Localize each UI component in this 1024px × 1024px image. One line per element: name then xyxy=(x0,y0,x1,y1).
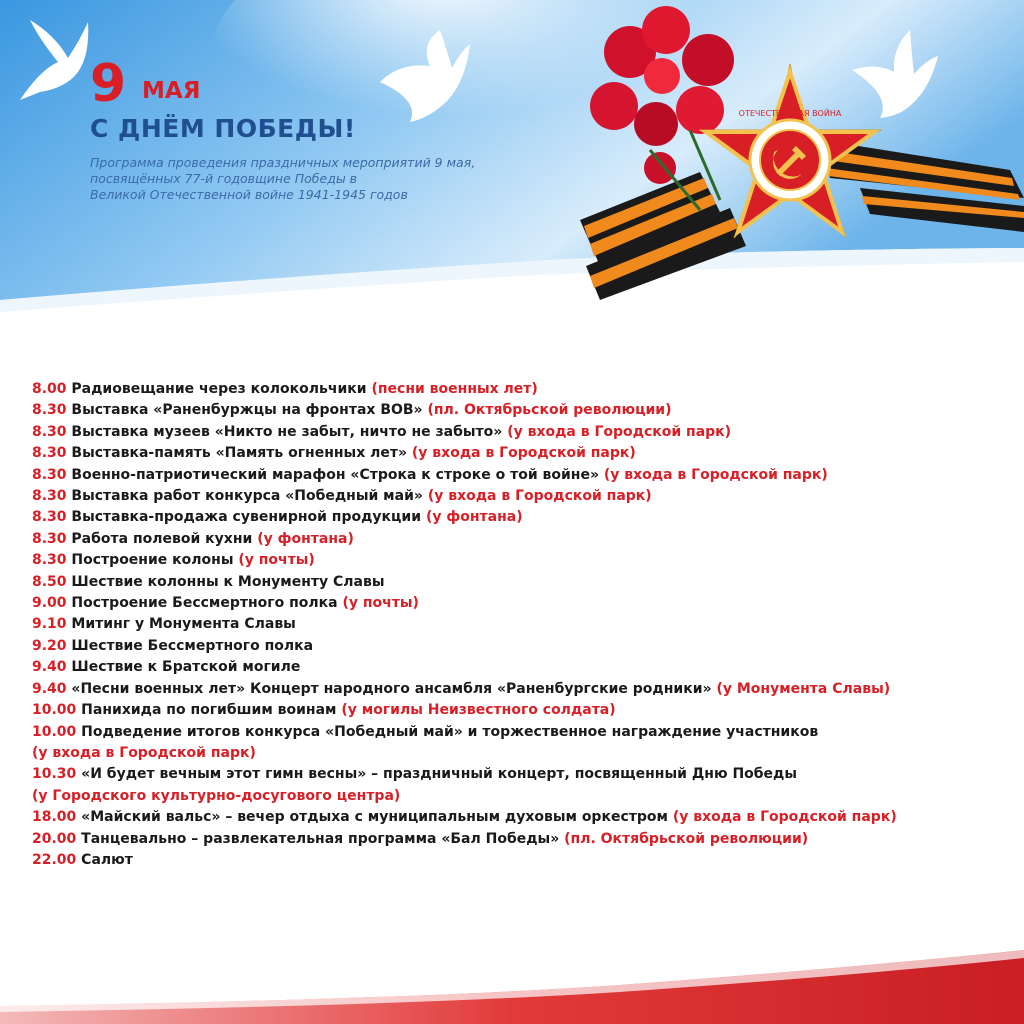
schedule-item xyxy=(32,700,1012,721)
schedule-item xyxy=(32,614,1012,635)
schedule-item xyxy=(32,679,1012,700)
subtitle xyxy=(90,155,550,203)
event-description: Построение колоны xyxy=(71,552,234,569)
event-description: Шествие к Братской могиле xyxy=(71,659,301,676)
subtitle-line: Великой Отечественной войне 1941-1945 годов xyxy=(90,187,408,202)
event-time: 8.00 xyxy=(32,381,67,397)
event-time: 8.30 xyxy=(32,402,67,419)
event-location: (пл. Октябрьской революции) xyxy=(427,402,672,419)
event-description: Работа полевой кухни xyxy=(71,530,253,547)
schedule-item xyxy=(32,379,1012,400)
schedule-item-continuation xyxy=(32,786,1012,807)
event-location: (пл. Октябрьской революции) xyxy=(564,830,809,847)
schedule-item xyxy=(32,593,1012,614)
title-number: 9 xyxy=(90,54,127,114)
event-time: 8.30 xyxy=(32,466,67,483)
schedule-item xyxy=(32,829,1012,850)
event-time: 18.00 xyxy=(32,809,77,826)
event-time: 8.30 xyxy=(32,509,67,526)
event-location: (у Монумента Славы) xyxy=(716,680,891,697)
schedule-item xyxy=(32,507,1012,528)
event-time: 8.30 xyxy=(32,488,67,505)
event-location: (у фонтана) xyxy=(425,509,523,526)
schedule-item xyxy=(32,443,1012,464)
event-time: 8.30 xyxy=(32,552,67,569)
event-description: Радиовещание через колокольчики xyxy=(71,381,367,397)
event-location: (у входа в Городской парк) xyxy=(507,423,732,440)
event-time: 20.00 xyxy=(32,830,77,847)
event-time: 8.30 xyxy=(32,530,67,547)
event-description: «И будет вечным этот гимн весны» – праздничный концерт, посвященный Дню Победы xyxy=(81,766,798,783)
event-schedule xyxy=(32,379,1012,871)
schedule-item xyxy=(32,722,1012,743)
event-description: Танцевально – развлекательная программа «Бал Победы» xyxy=(81,830,560,847)
event-location: (у почты) xyxy=(238,552,315,569)
event-time: 9.40 xyxy=(32,659,67,676)
event-description: Выставка работ конкурса «Победный май» xyxy=(71,488,423,505)
event-description: Шествие Бессмертного полка xyxy=(71,637,314,654)
event-description: Выставка музеев «Никто не забыт, ничто не забыто» xyxy=(71,423,503,440)
schedule-item xyxy=(32,657,1012,678)
event-time: 8.30 xyxy=(32,423,67,440)
event-location: (у почты) xyxy=(342,595,419,612)
event-description: Салют xyxy=(81,851,133,868)
event-time: 9.00 xyxy=(32,595,67,612)
event-location: (у входа в Городской парк) xyxy=(603,466,828,483)
event-time: 10.30 xyxy=(32,766,77,783)
title-month: МАЯ xyxy=(142,78,201,104)
subtitle-line: Программа проведения праздничных мероприятий 9 мая, xyxy=(90,155,476,170)
event-location: (у входа в Городской парк) xyxy=(411,445,636,462)
event-description: Военно-патриотический марафон «Строка к строке о той войне» xyxy=(71,466,600,483)
schedule-item xyxy=(32,807,1012,828)
event-time: 9.20 xyxy=(32,637,67,654)
event-description: Шествие колонны к Монументу Славы xyxy=(71,573,385,590)
event-description: «Майский вальс» – вечер отдыха с муниципальным духовым оркестром xyxy=(81,809,668,826)
event-location: (у фонтана) xyxy=(257,530,354,547)
schedule-item xyxy=(32,400,1012,421)
event-time: 8.30 xyxy=(32,445,67,462)
event-location: (у входа в Городской парк) xyxy=(32,744,256,761)
schedule-item xyxy=(32,465,1012,486)
event-description: Митинг у Монумента Славы xyxy=(71,616,296,633)
schedule-item-continuation xyxy=(32,743,1012,764)
event-location: (песни военных лет) xyxy=(371,381,538,397)
schedule-item xyxy=(32,572,1012,593)
event-description: Выставка-продажа сувенирной продукции xyxy=(71,509,422,526)
schedule-item xyxy=(32,422,1012,443)
event-time: 10.00 xyxy=(32,723,77,740)
schedule-item xyxy=(32,764,1012,785)
event-time: 9.40 xyxy=(32,680,67,697)
subtitle-line: посвящённых 77-й годовщине Победы в xyxy=(90,171,358,186)
schedule-item xyxy=(32,486,1012,507)
event-time: 22.00 xyxy=(32,851,77,868)
event-description: Выставка «Раненбуржцы на фронтах ВОВ» xyxy=(71,402,423,419)
schedule-item xyxy=(32,529,1012,550)
event-description: Панихида по погибшим воинам xyxy=(81,702,337,719)
event-location: (у Городского культурно-досугового центра) xyxy=(32,787,401,804)
emblem-text: ОТЕЧЕСТВЕННАЯ ВОЙНА xyxy=(738,109,842,118)
event-time: 9.10 xyxy=(32,616,67,633)
event-location: (у могилы Неизвестного солдата) xyxy=(341,702,616,719)
schedule-item xyxy=(32,636,1012,657)
event-location: (у входа в Городской парк) xyxy=(427,488,652,505)
bottom-red-wave xyxy=(0,950,1024,1024)
event-time: 8.50 xyxy=(32,573,67,590)
event-description: Построение Бессмертного полка xyxy=(71,595,338,612)
title-greeting: С ДНЁМ ПОБЕДЫ! xyxy=(90,114,356,143)
event-description: Подведение итогов конкурса «Победный май» и торжественное награждение участников xyxy=(81,723,819,740)
event-description: Выставка-память «Память огненных лет» xyxy=(71,445,408,462)
schedule-item xyxy=(32,550,1012,571)
schedule-item xyxy=(32,850,1012,871)
event-location: (у входа в Городской парк) xyxy=(672,809,897,826)
event-description: «Песни военных лет» Концерт народного ансамбля «Раненбургские родники» xyxy=(71,680,712,697)
event-time: 10.00 xyxy=(32,702,77,719)
